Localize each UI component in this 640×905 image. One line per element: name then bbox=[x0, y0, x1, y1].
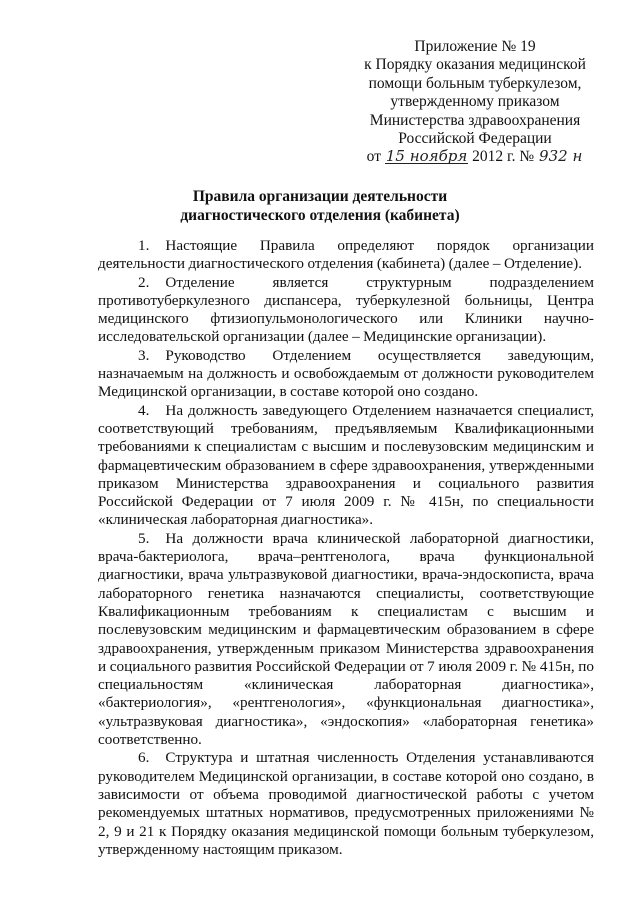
handwritten-date: 15 ноября bbox=[385, 147, 468, 166]
paragraph-text: На должность заведующего Отделением назначается специалист, соответствующий требованиям, предъявляемым Квалификационными требованиями к специалистам с высшим и послевузовским медицинским и фармацевтическим образованием в сфере здравоохранения, утвержденными приказом Министерства здравоохранения и социального развития Российской Федерации от 7 июля 2009 г. № 415н, по специальности «клиническая лабораторная диагностика». bbox=[98, 401, 594, 529]
paragraph bbox=[98, 530, 594, 750]
annex-line: Российской Федерации bbox=[398, 130, 552, 148]
annex-line: к Порядку оказания медицинской bbox=[364, 56, 586, 74]
date-year: 2012 г. № bbox=[472, 148, 535, 166]
paragraph-text: Отделение является структурным подразделением противотуберкулезного диспансера, туберкулезной больницы, Центра медицинского фтизиопульмонологического или Клиники научно-исследовательской организации (далее – Медицинские организации). bbox=[98, 273, 594, 346]
document-body bbox=[98, 237, 594, 859]
paragraph bbox=[98, 749, 594, 859]
paragraph-number: 2. bbox=[138, 273, 150, 291]
paragraph-number: 5. bbox=[138, 529, 150, 547]
document-title bbox=[0, 188, 640, 225]
paragraph-text: На должности врача клинической лабораторной диагностики, врача-бактериолога, врача–рентгенолога, врача функциональной диагностики, врача ультразвуковой диагностики, врача-эндоскописта, врача лабораторного генетика назначаются специалисты, соответствующие Квалификационным требованиям к специалистам с высшим и послевузовским медицинским и фармацевтическим образованием в сфере здравоохранения, утвержденным приказом Министерства здравоохранения и социального развития Российской Федерации от 7 июля 2009 г. № 415н, по специальностям «клиническая лабораторная диагностика», «бактериология», «рентгенология», «функциональная диагностика», «ультразвуковая диагностика», «эндоскопия» «лабораторная генетика» соответственно. bbox=[98, 529, 594, 749]
paragraph bbox=[98, 274, 594, 347]
annex-line: помощи больным туберкулезом, bbox=[368, 74, 582, 92]
paragraph-number: 6. bbox=[138, 749, 150, 767]
paragraph bbox=[98, 347, 594, 402]
handwritten-order-number: 932 н bbox=[539, 147, 583, 166]
annex-header bbox=[330, 38, 620, 167]
paragraph bbox=[98, 402, 594, 530]
annex-line: Министерства здравоохранения bbox=[369, 111, 581, 129]
title-line: Правила организации деятельности bbox=[192, 188, 448, 205]
date-prefix: от bbox=[366, 148, 381, 166]
annex-line: утвержденному приказом bbox=[390, 93, 560, 111]
paragraph-number: 3. bbox=[138, 346, 150, 364]
paragraph-text: Структура и штатная численность Отделения устанавливаются руководителем Медицинской организации, в составе которой оно создано, в зависимости от объема проводимой диагностической работы с учетом рекомендуемых штатных нормативов, предусмотренных приложениями № 2, 9 и 21 к Порядку оказания медицинской помощи больным туберкулезом, утвержденному настоящим приказом. bbox=[98, 749, 594, 858]
paragraph-text: Настоящие Правила определяют порядок организации деятельности диагностического отделения (кабинета) (далее – Отделение). bbox=[98, 237, 594, 273]
paragraph-number: 1. bbox=[138, 237, 150, 254]
title-line: диагностического отделения (кабинета) bbox=[180, 206, 460, 224]
annex-date-line bbox=[330, 148, 620, 166]
paragraph-text: Руководство Отделением осуществляется заведующим, назначаемым на должность и освобождаемым от должности руководителем Медицинской организации, в составе которой оно создано. bbox=[98, 346, 594, 401]
annex-number: Приложение № 19 bbox=[414, 38, 536, 55]
paragraph bbox=[98, 237, 594, 274]
paragraph-number: 4. bbox=[138, 401, 150, 419]
